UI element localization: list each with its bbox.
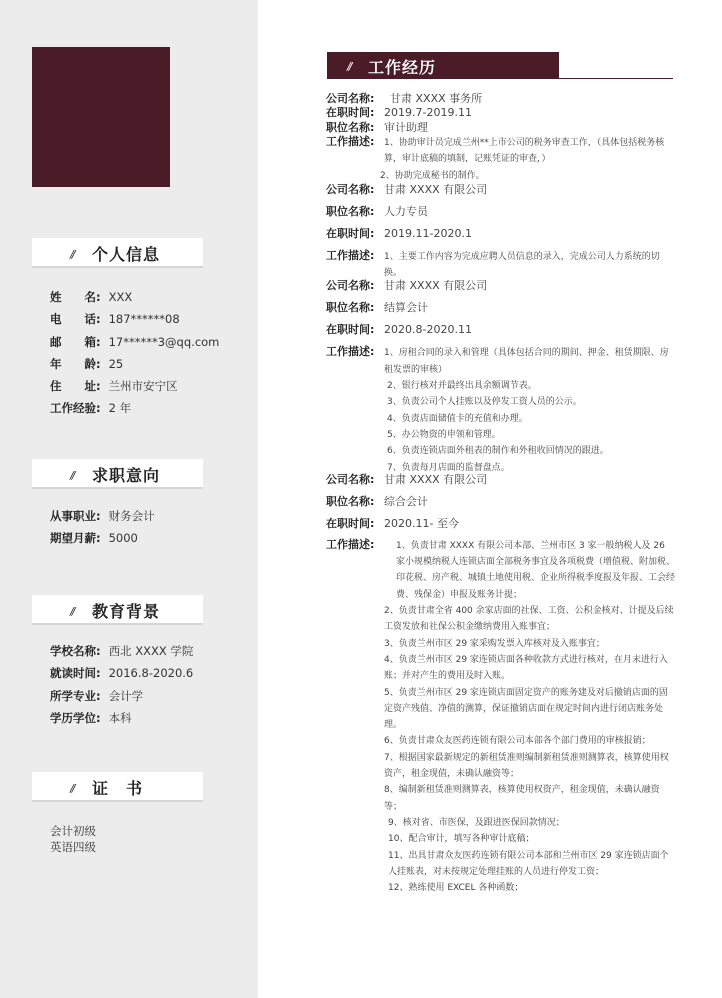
time-value: 2019.11-2020.1 — [384, 226, 472, 240]
desc-line: 4、负责店面储值卡的充值和办理。 — [387, 413, 528, 424]
desc-line: 12、熟练使用 EXCEL 各种函数； — [388, 883, 524, 894]
cert-item: 英语四级 — [50, 840, 96, 854]
position-label: 职位名称: — [326, 204, 375, 218]
desc-line: 6、负责甘肃众友医药连锁有限公司本部各个部门费用的审核报销； — [384, 736, 651, 747]
desc-line: 2、协助完成秘书的制作。 — [380, 170, 485, 181]
desc-line: 7、负责每月店面的监督盘点。 — [387, 462, 510, 473]
job-position-row — [326, 205, 676, 219]
job-desc-row — [326, 345, 676, 475]
desc-label: 工作描述: — [326, 345, 375, 359]
time-label: 在职时间: — [326, 516, 375, 530]
info-row-experience — [50, 397, 219, 419]
position-value: 人力专员 — [384, 204, 428, 218]
salary-label: 期望月薪: — [50, 531, 101, 546]
desc-line: 1、主要工作内容为完成应聘人员信息的录入，完成公司人力系统的切换。 — [384, 251, 660, 279]
desc-line: 2、负责甘肃全省 400 余家店面的社保、工资、公积金核对、计提及后续工资发放和社保公积金缴纳费用入账事宜； — [384, 606, 674, 633]
work-experience-heading — [327, 52, 559, 79]
company-label: 公司名称: — [326, 92, 375, 105]
desc-line: 7、根据国家最新规定的新租赁准则编制新租赁准则测算表，核算使用权资产，租金现值，未确认融资等； — [384, 752, 669, 780]
desc-line: 4、负责兰州市区 29 家连锁店面各种收款方式进行核对，在月末进行入账；并对产生的费用及时入账。 — [384, 654, 668, 682]
section-title: 教育背景 — [92, 602, 161, 621]
job-description — [326, 538, 676, 897]
job-company-row — [326, 183, 676, 197]
name-value: XXX — [108, 290, 133, 304]
job-label: 从事职业: — [50, 509, 101, 523]
job-desc-row — [326, 249, 676, 282]
desc-line: 1、负责甘肃 XXXX 有限公司本部、兰州市区 3 家一般纳税人及 26 家小规模纳税人连锁店面全部税务事宜及各项税费（增值税、附加税、印花税、房产税、城镇土地使用税、企业所得税季度报及年报、工会经费、残保金）申报及账务计提； — [396, 540, 676, 600]
info-row-name — [50, 286, 219, 308]
slash-icon: // — [70, 782, 74, 795]
age-label: 年 龄: — [50, 356, 101, 371]
job-position-row — [326, 121, 676, 135]
period-value: 2016.8-2020.6 — [108, 666, 194, 681]
desc-line: 1、协助审计员完成兰州**上市公司的税务审查工作，（具体包括税务核算，审计底稿的填制，记账凭证的审查，） — [384, 138, 665, 165]
education-heading — [32, 595, 203, 625]
job-intent — [50, 505, 155, 550]
certificates — [50, 823, 96, 855]
company-label: 公司名称: — [326, 182, 375, 196]
position-value: 结算会计 — [384, 301, 428, 315]
position-label: 职位名称: — [326, 494, 375, 508]
desc-line: 10、配合审计，填写各种审计底稿； — [388, 834, 535, 845]
email-label: 邮 箱: — [50, 334, 101, 349]
desc-line: 3、负责公司个人挂账以及停发工资人员的公示。 — [387, 397, 582, 408]
position-value: 综合会计 — [384, 494, 428, 508]
section-title: 证 书 — [92, 779, 144, 798]
info-row-job — [50, 505, 155, 527]
time-label: 在职时间: — [326, 323, 375, 337]
section-title: 工作经历 — [368, 58, 437, 77]
degree-label: 学历学位: — [50, 710, 101, 725]
job-time-row — [326, 517, 676, 531]
period-label: 就读时间: — [50, 666, 101, 681]
info-row-address — [50, 375, 219, 397]
desc-line: 2、银行核对并最终出具余额调节表。 — [387, 381, 537, 392]
desc-line: 11、出具甘肃众友医药连锁有限公司本部和兰州市区 29 家连锁店面个人挂账表，对未按规定处理挂账的人员进行停发工资； — [388, 850, 669, 877]
job-company-row — [326, 279, 676, 293]
company-value: 甘肃 XXXX 有限公司 — [384, 279, 488, 293]
desc-label: 工作描述: — [326, 537, 375, 551]
salary-value: 5000 — [108, 531, 138, 546]
job-desc-row — [326, 538, 676, 897]
work-experience — [326, 88, 676, 896]
info-row-age — [50, 353, 219, 375]
job-time-row — [326, 106, 676, 120]
experience-label: 工作经验: — [50, 401, 101, 416]
desc-label: 工作描述: — [326, 248, 375, 262]
time-value: 2019.7-2019.11 — [384, 106, 472, 119]
company-label: 公司名称: — [326, 279, 375, 293]
desc-line: 9、核对省、市医保，及跟进医保回款情况； — [388, 817, 565, 828]
address-value: 兰州市安宁区 — [108, 379, 178, 394]
company-value: 甘肃 XXXX 事务所 — [390, 92, 483, 105]
desc-line: 5、办公物资的申领和管理。 — [387, 429, 501, 440]
school-label: 学校名称: — [50, 644, 101, 658]
personal-info — [50, 286, 219, 420]
slash-icon: // — [70, 248, 74, 261]
info-row-major — [50, 685, 193, 707]
age-value: 25 — [108, 356, 124, 371]
job-intent-heading — [32, 459, 203, 489]
info-row-phone — [50, 308, 219, 330]
slash-icon: // — [70, 469, 74, 482]
desc-line: 1、房租合同的录入和管理（具体包括合同的期间、押金、租赁期限、房租发票的审核） — [384, 348, 669, 375]
desc-label: 工作描述: — [326, 135, 375, 148]
education — [50, 640, 193, 729]
job-desc-row — [326, 135, 676, 184]
job-position-row — [326, 495, 676, 509]
info-row-salary — [50, 527, 155, 549]
phone-value: 187******08 — [108, 312, 180, 327]
major-label: 所学专业: — [50, 688, 101, 703]
email-value: 17******3@qq.com — [108, 334, 220, 349]
slash-icon: // — [347, 60, 351, 73]
position-label: 职位名称: — [326, 301, 375, 315]
time-label: 在职时间: — [326, 226, 375, 240]
job-time-row — [326, 227, 676, 241]
info-row-period — [50, 662, 193, 684]
position-value: 审计助理 — [384, 121, 428, 134]
time-value: 2020.11- 至今 — [384, 516, 459, 530]
cert-item: 会计初级 — [50, 824, 96, 838]
job-time-row — [326, 323, 676, 337]
company-label: 公司名称: — [326, 472, 375, 486]
job-description — [380, 135, 676, 184]
job-position-row — [326, 301, 676, 315]
name-label: 姓 名: — [50, 290, 101, 304]
info-row-email — [50, 331, 219, 353]
job-value: 财务会计 — [108, 509, 155, 523]
profile-photo — [32, 47, 170, 187]
job-description — [384, 249, 676, 282]
desc-line: 6、负责连锁店面外租表的制作和外租收回情况的跟进。 — [387, 446, 609, 457]
phone-label: 电 话: — [50, 312, 101, 327]
address-label: 住 址: — [50, 379, 101, 394]
slash-icon: // — [70, 605, 74, 618]
school-value: 西北 XXXX 学院 — [108, 644, 194, 658]
experience-value: 2 年 — [108, 401, 132, 416]
degree-value: 本科 — [108, 710, 132, 725]
info-row-school — [50, 640, 193, 662]
section-title: 求职意向 — [92, 466, 161, 485]
company-value: 甘肃 XXXX 有限公司 — [384, 472, 488, 486]
time-value: 2020.8-2020.11 — [384, 323, 472, 337]
company-value: 甘肃 XXXX 有限公司 — [384, 182, 488, 196]
certificates-heading — [32, 772, 203, 802]
heading-divider — [327, 78, 673, 79]
time-label: 在职时间: — [326, 106, 375, 119]
desc-line: 8、编制新租赁准则测算表，核算使用权资产，租金现值，未确认融资等； — [384, 785, 660, 812]
section-title: 个人信息 — [92, 245, 161, 264]
job-description — [384, 345, 676, 475]
major-value: 会计学 — [108, 688, 144, 703]
personal-info-heading — [32, 238, 203, 268]
desc-line: 5、负责兰州市区 29 家连锁店面固定资产的账务建及对后撤销店面的固定资产残值、净值的测算，保证撤销店面在规定时间内进行闭店账务处理。 — [384, 687, 668, 731]
info-row-degree — [50, 707, 193, 729]
desc-line: 3、负责兰州市区 29 家采购发票入库核对及入账事宜； — [384, 638, 605, 649]
position-label: 职位名称: — [326, 121, 375, 134]
job-company-row — [326, 92, 676, 106]
